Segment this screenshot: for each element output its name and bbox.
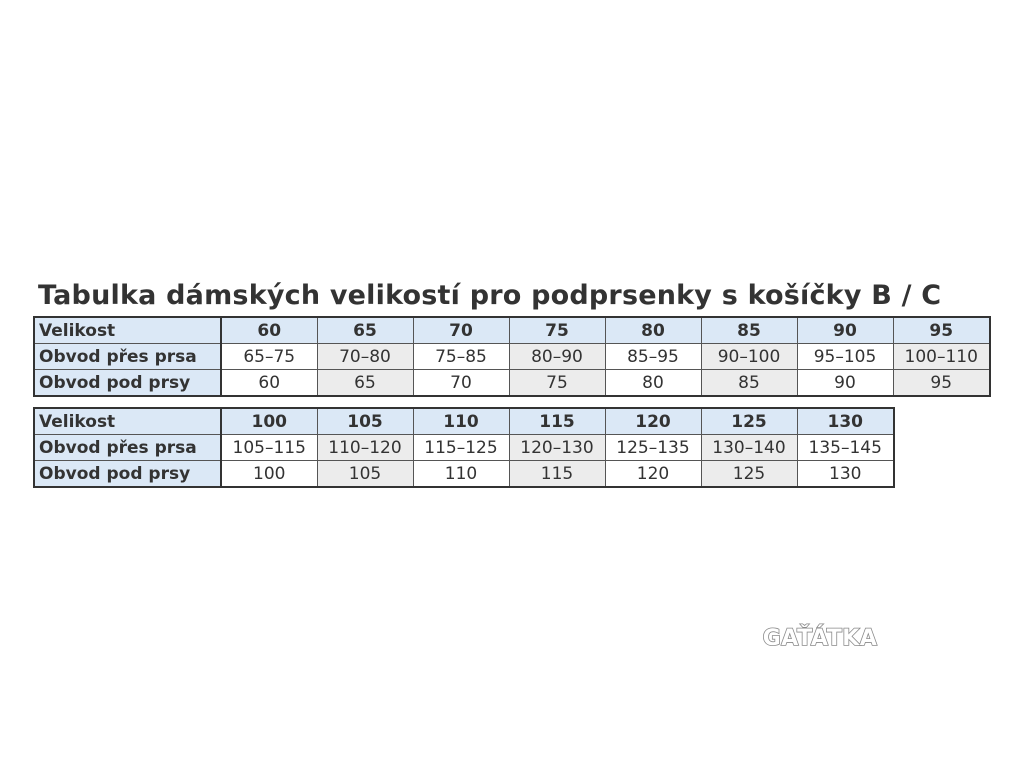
underbust-cell: 70 — [413, 370, 509, 397]
underbust-cell: 75 — [509, 370, 605, 397]
page-title: Tabulka dámských velikostí pro podprsenky s košíčky B / C — [38, 280, 942, 311]
bust-cell: 135–145 — [797, 435, 894, 461]
underbust-cell: 95 — [893, 370, 990, 397]
size-cell: 115 — [509, 408, 605, 435]
size-cell: 130 — [797, 408, 894, 435]
underbust-cell: 110 — [413, 461, 509, 488]
underbust-cell: 60 — [221, 370, 317, 397]
bust-cell: 100–110 — [893, 344, 990, 370]
row-label-bust: Obvod přes prsa — [34, 435, 221, 461]
row-label-bust: Obvod přes prsa — [34, 344, 221, 370]
gatatka-logo — [741, 621, 899, 653]
size-cell: 95 — [893, 317, 990, 344]
table-row-underbust — [34, 370, 990, 397]
table-row-bust — [34, 435, 894, 461]
underbust-cell: 105 — [317, 461, 413, 488]
underbust-cell: 85 — [701, 370, 797, 397]
underbust-cell: 120 — [605, 461, 701, 488]
bust-cell: 70–80 — [317, 344, 413, 370]
logo-text: GAŤÁTKA — [762, 626, 878, 651]
size-cell: 85 — [701, 317, 797, 344]
bust-cell: 85–95 — [605, 344, 701, 370]
bust-cell: 80–90 — [509, 344, 605, 370]
underbust-cell: 125 — [701, 461, 797, 488]
bust-cell: 105–115 — [221, 435, 317, 461]
size-table-1 — [33, 316, 991, 397]
size-cell: 105 — [317, 408, 413, 435]
size-table-2 — [33, 407, 895, 488]
bust-cell: 115–125 — [413, 435, 509, 461]
underbust-cell: 90 — [797, 370, 893, 397]
bust-cell: 90–100 — [701, 344, 797, 370]
table-row-underbust — [34, 461, 894, 488]
underbust-cell: 65 — [317, 370, 413, 397]
row-label-underbust: Obvod pod prsy — [34, 370, 221, 397]
bust-cell: 65–75 — [221, 344, 317, 370]
size-cell: 100 — [221, 408, 317, 435]
underbust-cell: 80 — [605, 370, 701, 397]
bust-cell: 75–85 — [413, 344, 509, 370]
size-cell: 60 — [221, 317, 317, 344]
bust-cell: 120–130 — [509, 435, 605, 461]
row-label-size: Velikost — [34, 317, 221, 344]
size-cell: 75 — [509, 317, 605, 344]
size-cell: 70 — [413, 317, 509, 344]
bust-cell: 125–135 — [605, 435, 701, 461]
size-cell: 110 — [413, 408, 509, 435]
bust-cell: 110–120 — [317, 435, 413, 461]
table-row-size — [34, 408, 894, 435]
row-label-size: Velikost — [34, 408, 221, 435]
table-row-size — [34, 317, 990, 344]
size-cell: 125 — [701, 408, 797, 435]
bust-cell: 130–140 — [701, 435, 797, 461]
size-cell: 90 — [797, 317, 893, 344]
underbust-cell: 100 — [221, 461, 317, 488]
size-cell: 120 — [605, 408, 701, 435]
row-label-underbust: Obvod pod prsy — [34, 461, 221, 488]
size-cell: 80 — [605, 317, 701, 344]
bust-cell: 95–105 — [797, 344, 893, 370]
underbust-cell: 115 — [509, 461, 605, 488]
underbust-cell: 130 — [797, 461, 894, 488]
size-cell: 65 — [317, 317, 413, 344]
table-row-bust — [34, 344, 990, 370]
